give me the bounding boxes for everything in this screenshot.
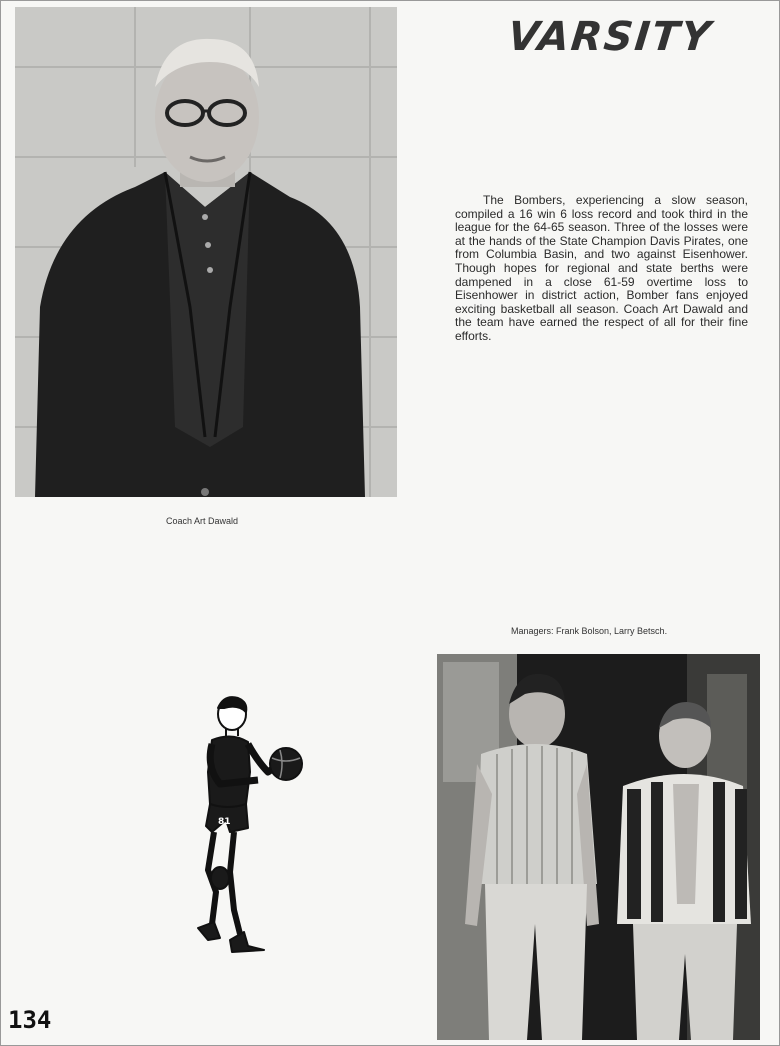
managers-photo-image	[437, 654, 760, 1040]
page-number: 134	[8, 1006, 52, 1034]
page-title: VARSITY	[505, 14, 715, 60]
coach-caption: Coach Art Dawald	[166, 516, 239, 526]
managers-photo	[437, 654, 760, 1040]
coach-photo-image	[15, 7, 397, 497]
jersey-number: 81	[218, 817, 231, 827]
basketball-player-drawing	[168, 692, 308, 962]
article-text: The Bombers, experiencing a slow season, compiled a 16 win 6 loss record and took third in the league for the 64-65 season. Three of the losses were at the hands of the State Champion Davis Pirates, one from Columbia Basin, and two against Eisenhower. Though hopes for regional and state berths were dampened in a close 61-59 overtime loss to Eisenhower in district action, Bomber fans enjoyed exciting basketball all season. Coach Art Dawald and the team have earned the respect of all for their fine efforts.	[455, 193, 748, 343]
coach-photo	[15, 7, 397, 497]
basketball-player-illustration	[168, 692, 308, 962]
managers-caption: Managers: Frank Bolson, Larry Betsch.	[511, 626, 668, 636]
